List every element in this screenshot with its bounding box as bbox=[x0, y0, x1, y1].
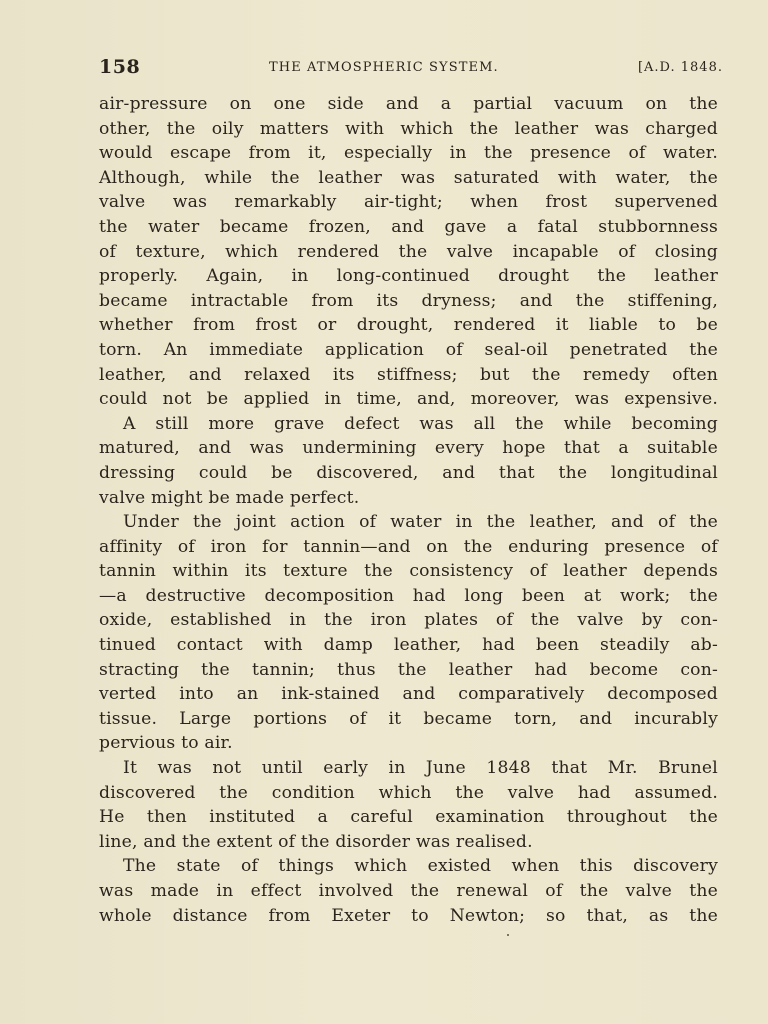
text-line: would escape from it, especially in the presence of water. bbox=[99, 143, 718, 164]
text-line: discovered the condition which the valve had assumed. bbox=[99, 782, 718, 803]
text-line: matured, and was undermining every hope that a suitable bbox=[99, 438, 718, 459]
text-line: whether from frost or drought, rendered it liable to be bbox=[99, 315, 718, 336]
text-line: dressing could be discovered, and that the longitudinal bbox=[99, 462, 718, 483]
text-line: Although, while the leather was saturated with water, the bbox=[99, 167, 718, 188]
text-line: air-pressure on one side and a partial vacuum on the bbox=[99, 94, 718, 114]
text-line: the water became frozen, and gave a fatal stubbornness bbox=[99, 216, 718, 237]
text-line: —a destructive decomposition had long been at work; the bbox=[99, 585, 718, 606]
text-line: torn. An immediate application of seal-oil penetrated the bbox=[99, 339, 718, 360]
text-line: valve might be made perfect. bbox=[99, 487, 360, 508]
page-number: 158 bbox=[99, 56, 141, 78]
text-line: stracting the tannin; thus the leather had become con- bbox=[99, 659, 718, 680]
text-line: Under the joint action of water in the leather, and of the bbox=[123, 512, 718, 533]
date-head: [A.D. 1848. bbox=[637, 60, 723, 75]
text-line: The state of things which existed when this discovery bbox=[123, 856, 718, 877]
text-line: tinued contact with damp leather, had been steadily ab- bbox=[99, 635, 718, 656]
text-line: of texture, which rendered the valve incapable of closing bbox=[99, 241, 718, 262]
text-line: tissue. Large portions of it became torn, and incurably bbox=[99, 708, 718, 729]
text-line: He then instituted a careful examination throughout the bbox=[99, 807, 718, 828]
text-line: It was not until early in June 1848 that Mr. Brunel bbox=[123, 758, 718, 779]
text-line: properly. Again, in long-continued drought the leather bbox=[99, 266, 718, 287]
text-line: became intractable from its dryness; and the stiffening, bbox=[99, 290, 718, 311]
text-line: verted into an ink-stained and comparatively decomposed bbox=[99, 684, 718, 705]
text-line: was made in effect involved the renewal of the valve the bbox=[99, 881, 718, 901]
text-line: could not be applied in time, and, moreover, was expensive. bbox=[99, 389, 718, 410]
running-head: THE ATMOSPHERIC SYSTEM. bbox=[269, 60, 499, 75]
text-line: tannin within its texture the consistency of leather depends bbox=[99, 561, 718, 582]
text-line: A still more grave defect was all the while becoming bbox=[123, 413, 718, 434]
text-line: leather, and relaxed its stiffness; but the remedy often bbox=[99, 364, 718, 385]
text-line: line, and the extent of the disorder was realised. bbox=[99, 831, 533, 852]
print-speck bbox=[507, 934, 509, 936]
page-header bbox=[99, 56, 723, 82]
text-line: other, the oily matters with which the leather was charged bbox=[99, 118, 718, 139]
text-line: oxide, established in the iron plates of the valve by con- bbox=[99, 610, 718, 631]
text-line: pervious to air. bbox=[99, 733, 233, 754]
text-line: affinity of iron for tannin—and on the enduring presence of bbox=[99, 536, 718, 557]
text-line: whole distance from Exeter to Newton; so that, as the bbox=[99, 905, 718, 926]
body-text bbox=[99, 92, 718, 928]
text-line: valve was remarkably air-tight; when frost supervened bbox=[99, 192, 718, 213]
